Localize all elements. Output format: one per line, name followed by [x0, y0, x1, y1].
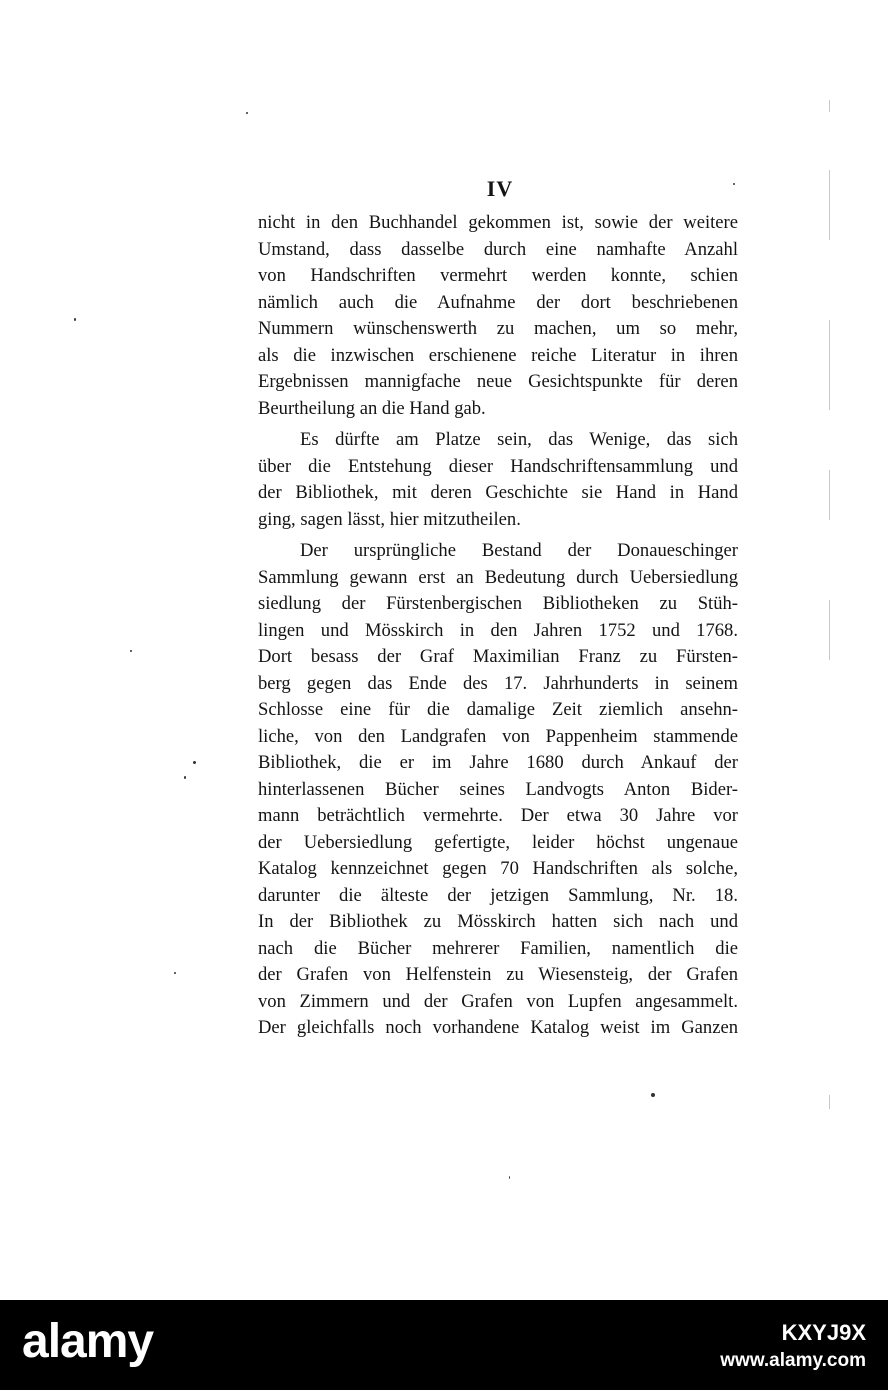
scan-edge-mark: [829, 1095, 830, 1109]
scan-speck: [193, 761, 196, 764]
scan-edge-mark: [829, 170, 830, 240]
scan-speck: [184, 776, 186, 779]
text-line: als die inzwischen erschienene reiche Literatur in ihren: [258, 344, 738, 366]
text-line: der Bibliothek, mit deren Geschichte sie Hand in Hand: [258, 482, 738, 503]
body-text: [258, 210, 738, 1042]
text-line: In der Bibliothek zu Mösskirch hatten sich nach und: [258, 911, 738, 932]
text-line: von Zimmern und der Grafen von Lupfen angesammelt.: [258, 990, 738, 1012]
text-line: darunter die älteste der jetzigen Sammlung, Nr. 18.: [258, 884, 738, 906]
scan-speck: [174, 972, 176, 974]
watermark-url: www.alamy.com: [720, 1350, 866, 1371]
text-line: Es dürfte am Platze sein, das Wenige, das sich: [300, 429, 738, 450]
scan-speck: [74, 318, 76, 321]
watermark-bar: [0, 1300, 888, 1390]
scan-speck: [130, 650, 132, 652]
text-line: nach die Bücher mehrerer Familien, namentlich die: [258, 937, 738, 959]
text-line: nicht in den Buchhandel gekommen ist, sowie der weitere: [258, 212, 738, 233]
scan-speck: [733, 183, 735, 185]
text-line: siedlung der Fürstenbergischen Bibliotheken zu Stüh-: [258, 593, 738, 614]
text-line: Nummern wünschenswerth zu machen, um so mehr,: [258, 318, 738, 339]
text-line: Ergebnissen mannigfache neue Gesichtspunkte für deren: [258, 371, 738, 392]
text-line: der Uebersiedlung gefertigte, leider höchst ungenaue: [258, 831, 738, 853]
text-line: lingen und Mösskirch in den Jahren 1752 und 1768.: [258, 619, 738, 641]
text-line: berg gegen das Ende des 17. Jahrhunderts in seinem: [258, 672, 738, 694]
scan-speck: [509, 1176, 510, 1179]
text-line: Beurtheilung an die Hand gab.: [258, 397, 486, 419]
scan-speck: [651, 1093, 655, 1097]
text-line: liche, von den Landgrafen von Pappenheim stammende: [258, 725, 738, 747]
text-line: Der gleichfalls noch vorhandene Katalog weist im Ganzen: [258, 1017, 738, 1038]
text-line: Sammlung gewann erst an Bedeutung durch Uebersiedlung: [258, 566, 738, 588]
scan-edge-mark: [829, 470, 830, 520]
scan-edge-mark: [829, 320, 830, 410]
text-line: Katalog kennzeichnet gegen 70 Handschriften als solche,: [258, 858, 738, 879]
text-line: hinterlassenen Bücher seines Landvogts Anton Bider-: [258, 778, 738, 800]
page-number: IV: [486, 176, 514, 201]
text-line: über die Entstehung dieser Handschriftensammlung und: [258, 455, 738, 477]
text-line: Schlosse eine für die damalige Zeit ziemlich ansehn-: [258, 699, 738, 720]
alamy-logo: alamy: [22, 1315, 154, 1368]
text-line: Bibliothek, die er im Jahre 1680 durch Ankauf der: [258, 752, 738, 773]
text-line: von Handschriften vermehrt werden konnte, schien: [258, 265, 738, 286]
scan-edge-mark: [829, 100, 830, 112]
text-line: mann beträchtlich vermehrte. Der etwa 30 Jahre vor: [258, 805, 738, 826]
text-line: der Grafen von Helfenstein zu Wiesensteig, der Grafen: [258, 964, 738, 985]
text-line: Umstand, dass dasselbe durch eine namhafte Anzahl: [258, 238, 738, 260]
image-id: KXYJ9X: [781, 1320, 866, 1345]
scan-edge-mark: [829, 600, 830, 660]
text-line: Der ursprüngliche Bestand der Donaueschinger: [300, 540, 738, 561]
text-line: ging, sagen lässt, hier mitzutheilen.: [258, 508, 521, 530]
text-line: Dort besass der Graf Maximilian Franz zu Fürsten-: [258, 646, 738, 667]
text-line: nämlich auch die Aufnahme der dort beschriebenen: [258, 291, 738, 313]
scan-speck: [246, 112, 248, 114]
